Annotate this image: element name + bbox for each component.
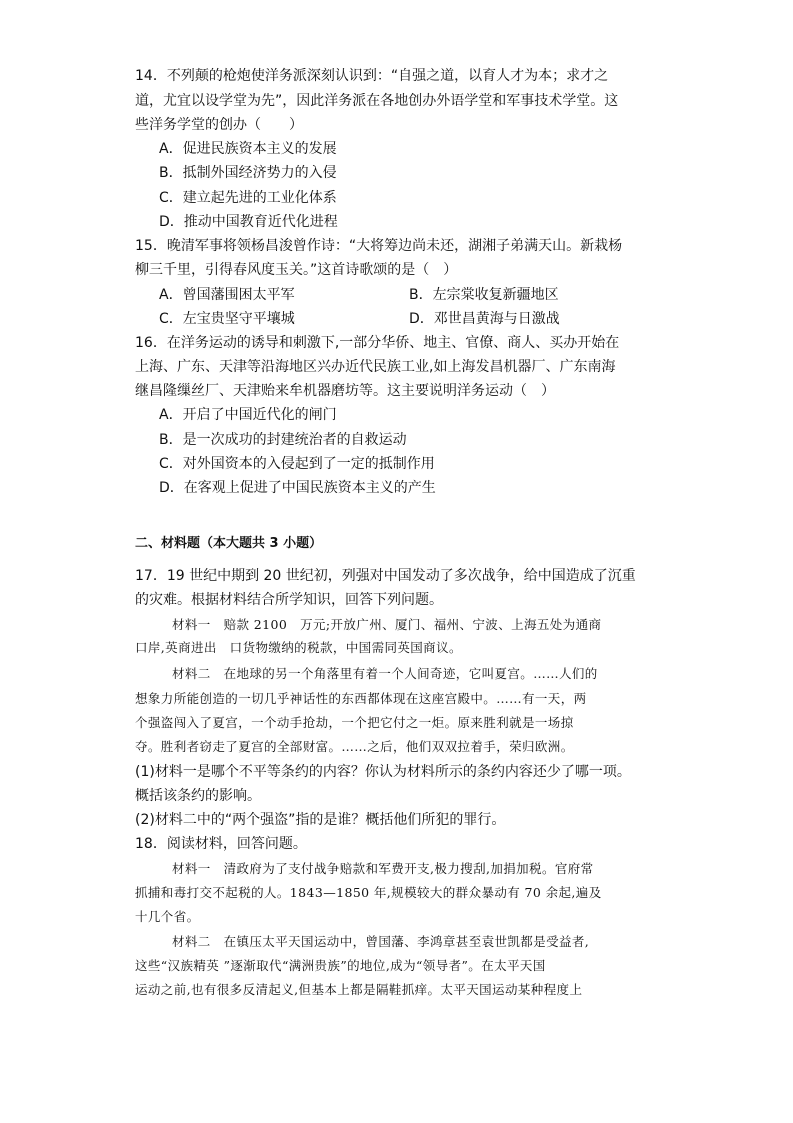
q15-option-c: C．左宝贵坚守平壤城 (159, 311, 295, 327)
section-heading: 二、材料题（本大题共 3 小题） (135, 536, 323, 551)
q14-stem-line1: 14．不列颠的枪炮使洋务派深刻认识到：“自强之道，以育人才为本；求才之 (135, 68, 609, 84)
q15-stem-line2: 柳三千里，引得春风度玉关。”这首诗歌颂的是（ ） (135, 262, 458, 278)
q17-stem-line2: 的灾难。根据材料结合所学知识，回答下列问题。 (135, 592, 443, 608)
q14-option-a: A．促进民族资本主义的发展 (159, 141, 337, 157)
q17-material2-line3: 个强盗闯入了夏宫，一个动手抢劫，一个把它付之一炬。原来胜利就是一场掠 (135, 715, 574, 730)
q18-material1-line2: 抓捕和毒打交不起税的人。1843—1850 年,规模较大的群众暴动有 70 余起,遍及 (135, 885, 602, 900)
q15-stem-line1: 15．晚清军事将领杨昌浚曾作诗：“大将筹边尚未还，湖湘子弟满天山。新栽杨 (135, 238, 623, 254)
q17-material2-line1: 材料二 在地球的另一个角落里有着一个人间奇迹，它叫夏宫。……人们的 (172, 666, 598, 681)
q16-option-d: D．在客观上促进了中国民族资本主义的产生 (159, 480, 436, 496)
q16-option-c: C．对外国资本的入侵起到了一定的抵制作用 (159, 456, 435, 472)
q17-material2-line4: 夺。胜利者窃走了夏宫的全部财富。……之后，他们双双拉着手，荣归欧洲。 (135, 739, 574, 754)
q18-material1-line3: 十几个省。 (135, 909, 200, 924)
q14-option-b: B．抵制外国经济势力的入侵 (159, 165, 337, 181)
q18-stem: 18．阅读材料，回答问题。 (135, 836, 307, 852)
q17-material1-line1: 材料一 赔款 2100 万元;开放广州、厦门、福州、宁波、上海五处为通商 (172, 617, 602, 632)
q15-option-d: D．邓世昌黄海与日激战 (409, 311, 560, 327)
q16-stem-line2: 上海、广东、天津等沿海地区兴办近代民族工业,如上海发昌机器厂、广东南海 (135, 359, 616, 375)
q18-material1-line1: 材料一 清政府为了支付战争赔款和军费开支,极力搜刮,加捐加税。官府常 (172, 861, 594, 876)
q17-material1-line2: 口岸,英商进出 口货物缴纳的税款，中国需同英国商议。 (135, 640, 462, 655)
q16-option-a: A．开启了中国近代化的闸门 (159, 407, 337, 423)
q17-subquestion1-line2: 概括该条约的影响。 (135, 788, 261, 804)
q14-option-c: C．建立起先进的工业化体系 (159, 190, 337, 206)
q14-stem-line3: 些洋务学堂的创办（ ） (135, 117, 303, 133)
q17-subquestion1-line1: (1)材料一是哪个不平等条约的内容？你认为材料所示的条约内容还少了哪一项。 (135, 764, 631, 780)
q14-stem-line2: 道，尤宜以设学堂为先”，因此洋务派在各地创办外语学堂和军事技术学堂。这 (135, 93, 619, 109)
q17-subquestion2: (2)材料二中的“两个强盗”指的是谁？概括他们所犯的罪行。 (135, 812, 506, 828)
q16-option-b: B．是一次成功的封建统治者的自救运动 (159, 432, 407, 448)
q14-option-d: D．推动中国教育近代化进程 (159, 214, 338, 230)
q17-stem-line1: 17．19 世纪中期到 20 世纪初，列强对中国发动了多次战争，给中国造成了沉重 (135, 568, 636, 584)
q15-option-a: A．曾国藩围困太平军 (159, 287, 295, 303)
q18-material2-line3: 运动之前,也有很多反清起义,但基本上都是隔鞋抓痒。太平天国运动某种程度上 (135, 982, 583, 997)
q15-option-b: B．左宗棠收复新疆地区 (409, 287, 559, 303)
q16-stem-line3: 继昌隆缫丝厂、天津贻来牟机器磨坊等。这主要说明洋务运动（ ） (135, 383, 555, 399)
q16-stem-line1: 16．在洋务运动的诱导和刺激下,一部分华侨、地主、官僚、商人、买办开始在 (135, 335, 620, 351)
q18-material2-line1: 材料二 在镇压太平天国运动中，曾国藩、李鸿章甚至袁世凯都是受益者, (172, 934, 590, 949)
q17-material2-line2: 想象力所能创造的一切几乎神话性的东西都体现在这座宫殿中。……有一天，两 (135, 691, 587, 706)
q18-material2-line2: 这些“汉族精英 ”逐渐取代“满洲贵族”的地位,成为“领导者”。在太平天国 (135, 958, 546, 973)
